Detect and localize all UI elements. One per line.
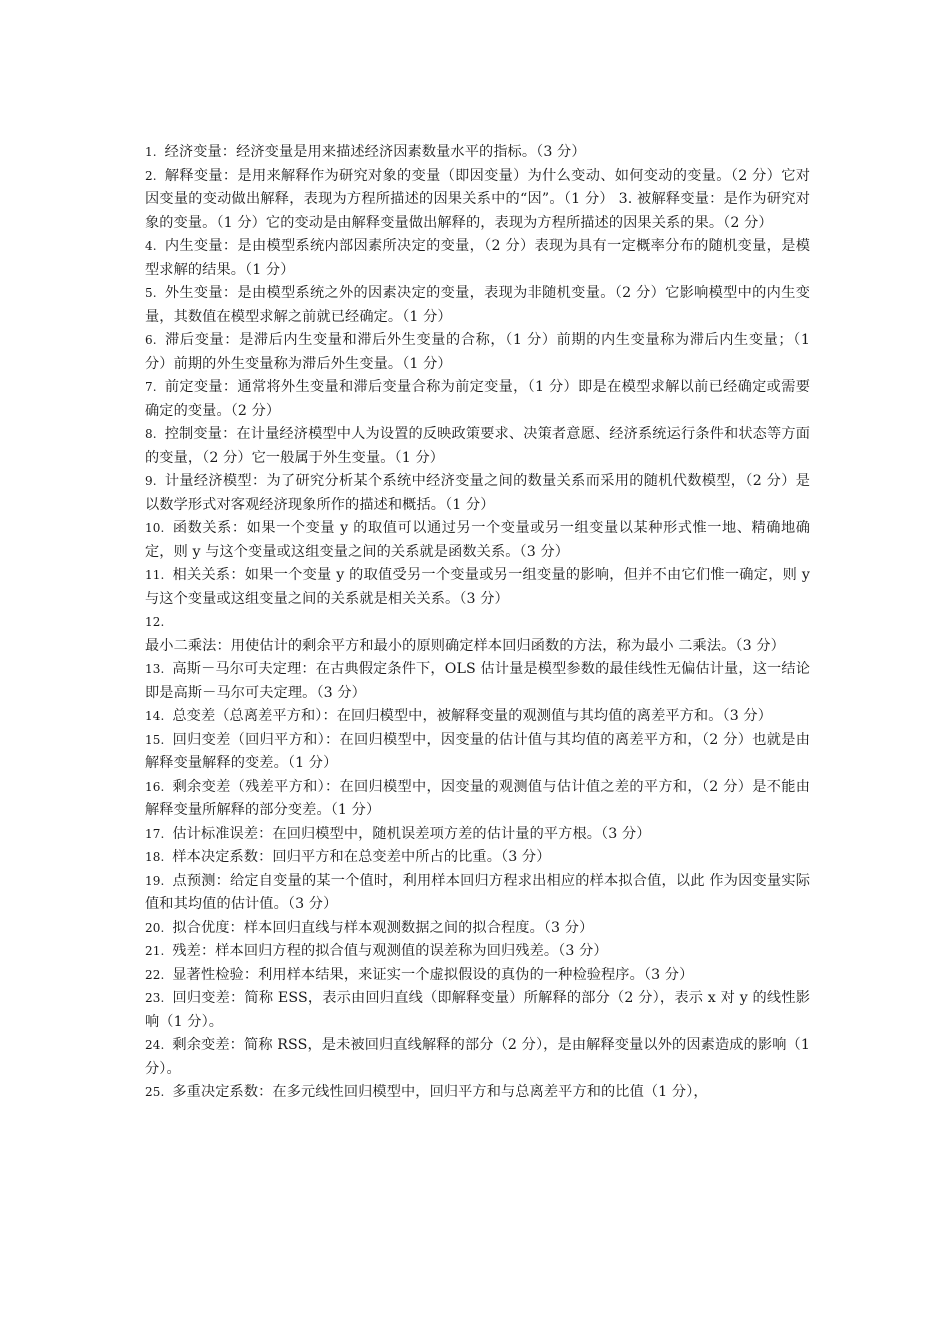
entry-number: 11. [145, 568, 165, 582]
entry-text: 拟合优度：样本回归直线与样本观测数据之间的拟合程度。（3 分） [172, 919, 594, 936]
definition-entry [145, 564, 810, 611]
entry-number: 12. [145, 615, 165, 629]
entry-text: 解释变量：是用来解释作为研究对象的变量（即因变量）为什么变动、如何变动的变量。（2 分）它对因变量的变动做出解释，表现为方程所描述的因果关系中的“因”。（1 分） 3. 被解释变量：是作为研究对象的变量。（1 分）它的变动是由解释变量做出解释的，表现为方程所描述的因果关系的果。（2 分） [145, 167, 810, 231]
definition-entry [145, 282, 810, 329]
entry-number: 4. [145, 239, 157, 253]
entry-text: 回归变差（回归平方和）：在回归模型中，因变量的估计值与其均值的离差平方和，（2 分）也就是由解释变量解释的变差。（1 分） [145, 731, 810, 771]
entry-text: 显著性检验：利用样本结果，来证实一个虚拟假设的真伪的一种检验程序。（3 分） [172, 966, 694, 983]
definition-entry [145, 917, 810, 941]
definition-entry [145, 846, 810, 870]
entry-number: 16. [145, 779, 165, 794]
entry-text: 估计标准误差：在回归模型中，随机误差项方差的估计量的平方根。（3 分） [172, 825, 651, 842]
definition-entry [145, 658, 810, 705]
definition-entry [145, 141, 810, 165]
entry-number: 8. [145, 427, 157, 441]
entry-number: 15. [145, 732, 165, 747]
entry-text: 计量经济模型：为了研究分析某个系统中经济变量之间的数量关系而采用的随机代数模型，（2 分）是以数学形式对客观经济现象所作的描述和概括。（1 分） [145, 473, 810, 513]
entry-number: 2. [145, 168, 157, 183]
entry-text: 控制变量：在计量经济模型中人为设置的反映政策要求、决策者意愿、经济系统运行条件和状态等方面的变量，（2 分）它一般属于外生变量。（1 分） [145, 426, 810, 466]
entry-number: 18. [145, 850, 165, 864]
definition-entry [145, 940, 810, 964]
entry-text: 外生变量：是由模型系统之外的因素决定的变量，表现为非随机变量。（2 分）它影响模型中的内生变量，其数值在模型求解之前就已经确定。（1 分） [145, 285, 810, 325]
definition-entry [145, 611, 810, 658]
definition-entry [145, 423, 810, 470]
entry-number: 13. [145, 662, 165, 676]
definition-entry [145, 964, 810, 988]
definition-entry [145, 870, 810, 917]
entry-text: 多重决定系数：在多元线性回归模型中，回归平方和与总离差平方和的比值（1 分）， [172, 1084, 708, 1100]
definition-entry [145, 235, 810, 282]
definition-entry [145, 1105, 810, 1129]
entry-number: 22. [145, 967, 165, 982]
entry-text: 前定变量：通常将外生变量和滞后变量合称为前定变量，（1 分）即是在模型求解以前已经确定或需要确定的变量。（2 分） [145, 379, 810, 419]
entry-text: 剩余变差：简称 RSS，是未被回归直线解释的部分（2 分），是由解释变量以外的因素造成的影响（1 分）。 [145, 1037, 810, 1077]
definition-entry [145, 823, 810, 847]
entry-text: 内生变量：是由模型系统内部因素所决定的变量，（2 分）表现为具有一定概率分布的随机变量，是模型求解的结果。（1 分） [145, 238, 810, 278]
entry-number: 24. [145, 1038, 165, 1052]
definition-entry [145, 1081, 810, 1105]
entry-number: 25. [145, 1085, 165, 1099]
entry-number: 20. [145, 920, 165, 935]
entry-text: 相关关系：如果一个变量 y 的取值受另一个变量或另一组变量的影响，但并不由它们惟一确定，则 y 与这个变量或这组变量之间的关系就是相关关系。（3 分） [145, 567, 810, 607]
entry-text: 剩余变差（残差平方和）：在回归模型中，因变量的观测值与估计值之差的平方和，（2 分）是不能由解释变量所解释的部分变差。（1 分） [145, 778, 810, 818]
entry-text: 点预测：给定自变量的某一个值时，利用样本回归方程求出相应的样本拟合值，以此 作为因变量实际值和其均值的估计值。（3 分） [145, 872, 810, 912]
definition-entry [145, 376, 810, 423]
definition-entry [145, 987, 810, 1034]
entry-number: 10. [145, 521, 165, 535]
entry-text: 经济变量：经济变量是用来描述经济因素数量水平的指标。（3 分） [164, 144, 586, 160]
definition-entry [145, 1034, 810, 1081]
definition-entry [145, 705, 810, 729]
entry-number: 6. [145, 333, 157, 347]
entry-number: 1. [145, 145, 157, 159]
definition-entry [145, 517, 810, 564]
entry-number: 17. [145, 826, 165, 841]
entry-text: 最小二乘法：用使估计的剩余平方和最小的原则确定样本回归函数的方法，称为最小 二乘法。（3 分） [145, 637, 785, 654]
definition-entry [145, 776, 810, 823]
definition-entry [145, 165, 810, 236]
entry-number: 7. [145, 380, 157, 394]
entry-text: 样本决定系数：回归平方和在总变差中所占的比重。（3 分） [172, 849, 551, 865]
definition-entry [145, 329, 810, 376]
entry-number: 9. [145, 474, 157, 488]
definition-entry [145, 470, 810, 517]
entry-text: 回归变差：简称 ESS，表示由回归直线（即解释变量）所解释的部分（2 分），表示 x 对 y 的线性影响（1 分）。 [145, 990, 810, 1030]
entry-text: 函数关系：如果一个变量 y 的取值可以通过另一个变量或另一组变量以某种形式惟一地、精确地确定，则 y 与这个变量或这组变量之间的关系就是函数关系。（3 分） [145, 520, 810, 560]
entry-number: 5. [145, 286, 157, 300]
entry-text: 残差：样本回归方程的拟合值与观测值的误差称为回归残差。（3 分） [172, 943, 608, 959]
entry-number: 19. [145, 873, 165, 888]
definition-entry [145, 729, 810, 776]
entry-text: 总变差（总离差平方和）：在回归模型中，被解释变量的观测值与其均值的离差平方和。（3 分） [172, 708, 773, 724]
entry-number: 14. [145, 709, 165, 723]
document-page [145, 141, 810, 1128]
entry-number: 21. [145, 944, 165, 958]
entry-text: 高斯－马尔可夫定理：在古典假定条件下，OLS 估计量是模型参数的最佳线性无偏估计量，这一结论即是高斯－马尔可夫定理。（3 分） [145, 661, 810, 701]
entry-text: 滞后变量：是滞后内生变量和滞后外生变量的合称，（1 分）前期的内生变量称为滞后内生变量；（1 分）前期的外生变量称为滞后外生变量。（1 分） [145, 332, 810, 372]
entry-number: 23. [145, 991, 165, 1005]
